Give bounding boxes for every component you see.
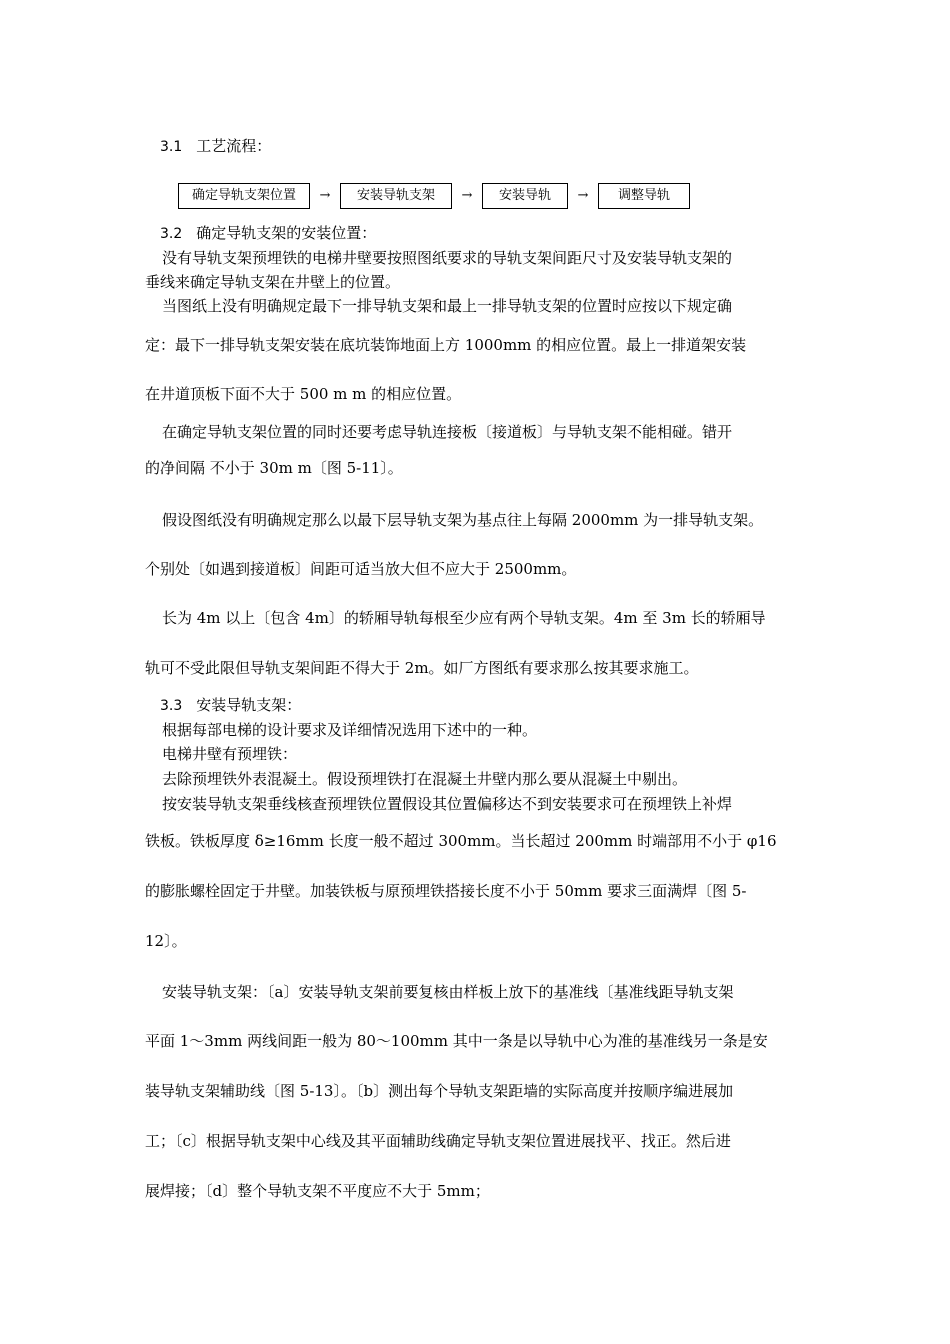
paragraph-line: 平面 1～3mm 两线间距一般为 80～100mm 其中一条是以导轨中心为准的基准线另一条是安 [145, 1032, 768, 1050]
section-title: 工艺流程： [196, 137, 272, 155]
flow-arrow-icon: → [319, 188, 331, 203]
paragraph-line: 在井道顶板下面不大于 500 m m 的相应位置。 [145, 385, 462, 403]
paragraph-line: 装导轨支架辅助线〔图 5-13〕。〔b〕测出每个导轨支架距墙的实际高度并按顺序编进展加 [145, 1082, 734, 1100]
paragraph-line: 长为 4m 以上〔包含 4m〕的轿厢导轨每根至少应有两个导轨支架。4m 至 3m 长的轿厢导 [162, 609, 766, 627]
paragraph-line: 的净间隔 不小于 30m m〔图 5-11〕。 [145, 459, 403, 477]
flow-step-box: 安装导轨 [482, 183, 568, 209]
flow-step-box: 调整导轨 [598, 183, 690, 209]
paragraph-line: 在确定导轨支架位置的同时还要考虑导轨连接板〔接道板〕与导轨支架不能相碰。错开 [162, 423, 733, 441]
flow-step-box: 确定导轨支架位置 [178, 183, 310, 209]
section-title: 安装导轨支架： [196, 696, 302, 714]
paragraph-line: 安装导轨支架：〔a〕安装导轨支架前要复核由样板上放下的基准线〔基准线距导轨支架 [162, 983, 734, 1001]
paragraph-line: 轨可不受此限但导轨支架间距不得大于 2m。如厂方图纸有要求那么按其要求施工。 [145, 659, 699, 677]
section-3-2-heading [160, 223, 376, 244]
section-number: 3.2 [160, 226, 183, 242]
paragraph-line: 电梯井壁有预埋铁： [162, 745, 298, 763]
paragraph-line: 根据每部电梯的设计要求及详细情况选用下述中的一种。 [162, 721, 538, 739]
paragraph-line: 定：最下一排导轨支架安装在底坑装饰地面上方 1000mm 的相应位置。最上一排道架安装 [145, 336, 747, 354]
paragraph-line: 按安装导轨支架垂线核查预埋铁位置假设其位置偏移达不到安装要求可在预埋铁上补焊 [162, 795, 733, 813]
paragraph-line: 垂线来确定导轨支架在井壁上的位置。 [145, 273, 401, 291]
paragraph-line: 铁板。铁板厚度 δ≥16mm 长度一般不超过 300mm。当长超过 200mm 时端部用不小于 φ16 [145, 832, 777, 850]
paragraph-line: 去除预埋铁外表混凝土。假设预埋铁打在混凝土井壁内那么要从混凝土中剔出。 [162, 770, 688, 788]
paragraph-line: 个别处〔如遇到接道板〕间距可适当放大但不应大于 2500mm。 [145, 560, 577, 578]
flow-step-box: 安装导轨支架 [340, 183, 452, 209]
paragraph-line: 的膨胀螺栓固定于井壁。加装铁板与原预埋铁搭接长度不小于 50mm 要求三面满焊〔图 5- [145, 882, 747, 900]
section-3-3-heading [160, 695, 301, 716]
section-number: 3.3 [160, 698, 183, 714]
section-3-1-heading [160, 136, 271, 157]
section-number: 3.1 [160, 139, 183, 155]
paragraph-line: 工；〔c〕根据导轨支架中心线及其平面辅助线确定导轨支架位置进展找平、找正。然后进 [145, 1132, 731, 1150]
section-title: 确定导轨支架的安装位置： [196, 224, 377, 242]
flow-arrow-icon: → [461, 188, 473, 203]
paragraph-line: 当图纸上没有明确规定最下一排导轨支架和最上一排导轨支架的位置时应按以下规定确 [162, 297, 733, 315]
paragraph-line: 展焊接；〔d〕整个导轨支架不平度应不大于 5mm； [145, 1182, 490, 1200]
paragraph-line: 假设图纸没有明确规定那么以最下层导轨支架为基点往上每隔 2000mm 为一排导轨支架。 [162, 511, 764, 529]
paragraph-line: 12〕。 [145, 932, 187, 950]
process-flow [178, 182, 690, 210]
paragraph-line: 没有导轨支架预埋铁的电梯井壁要按照图纸要求的导轨支架间距尺寸及安装导轨支架的 [162, 249, 733, 267]
flow-arrow-icon: → [577, 188, 589, 203]
